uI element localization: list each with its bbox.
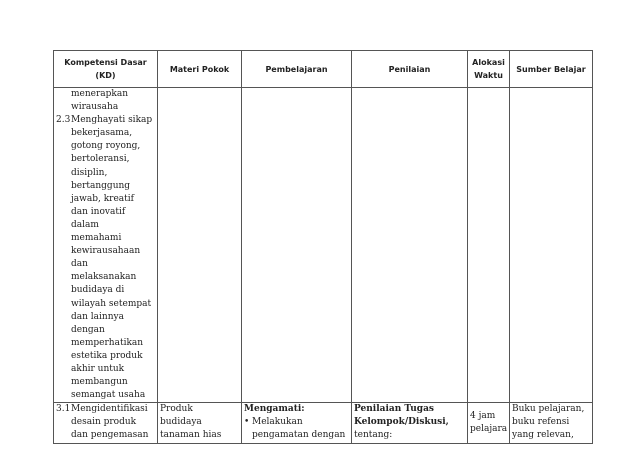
materi-line: budidaya [160, 417, 202, 428]
bullet-text [252, 416, 345, 442]
kd-line: dan inovatif [71, 206, 126, 217]
kd-line: membangun [71, 377, 128, 388]
materi-line: tanaman hias [160, 430, 222, 441]
kd-line: bertanggung [71, 180, 131, 191]
kd-line: disiplin, [71, 167, 108, 178]
kd-line: dalam [71, 219, 99, 230]
header-sumber-belajar: Sumber Belajar [510, 51, 593, 88]
materi-cell [158, 403, 242, 444]
kd-line: semangat usaha [71, 390, 146, 401]
pembelajaran-line: Melakukan [252, 417, 303, 428]
kd-line: kewirausahaan [71, 246, 141, 257]
kd-item-2-3 [56, 114, 155, 402]
kd-item-3-1 [56, 403, 155, 442]
bullet-icon: • [244, 417, 250, 428]
kd-line: dan [71, 259, 88, 270]
kd-line: akhir untuk [71, 363, 125, 374]
kd-line: melaksanakan [71, 272, 137, 283]
kd-line: wilayah setempat [71, 298, 152, 309]
pembelajaran-line: pengamatan dengan [252, 430, 346, 441]
kd-text [69, 403, 155, 442]
kd-line: Mengidentifikasi [71, 404, 148, 415]
sumber-cell-empty [510, 88, 593, 403]
kd-line: estetika produk [71, 350, 143, 361]
kd-cell [54, 403, 158, 444]
sumber-line: Buku pelajaran, [512, 404, 585, 415]
kd-line: dan pengemasan [71, 430, 149, 441]
alokasi-line: 4 jam [470, 411, 496, 422]
kd-line: bertoleransi, [71, 154, 130, 165]
kd-continuation [56, 88, 155, 114]
kd-line: memahami [71, 233, 122, 244]
kd-line: dan lainnya [71, 311, 124, 322]
header-pembelajaran: Pembelajaran [242, 51, 352, 88]
kd-line: gotong royong, [71, 141, 141, 152]
kd-line: dengan [71, 324, 105, 335]
pembelajaran-bullet-item [244, 416, 349, 442]
kd-line: jawab, kreatif [71, 193, 134, 204]
alokasi-cell [468, 403, 510, 444]
kd-line: wirausaha [71, 102, 119, 113]
header-penilaian: Penilaian [352, 51, 468, 88]
header-kd: Kompetensi Dasar (KD) [54, 51, 158, 88]
kd-cell [54, 88, 158, 403]
alokasi-cell-empty [468, 88, 510, 403]
header-alokasi-waktu: Alokasi Waktu [468, 51, 510, 88]
penilaian-cell-empty [352, 88, 468, 403]
syllabus-table [53, 50, 593, 444]
kd-number: 3.1 [56, 404, 71, 415]
kd-line: menerapkan [71, 89, 129, 99]
penilaian-line: tentang: [354, 430, 393, 441]
header-materi-pokok: Materi Pokok [158, 51, 242, 88]
penilaian-cell [352, 403, 468, 444]
kd-number: 2.3 [56, 115, 71, 126]
alokasi-line: pelajara [470, 424, 508, 435]
sumber-line: yang relevan, [512, 430, 574, 441]
table-header-row [54, 51, 593, 88]
materi-cell-empty [158, 88, 242, 403]
kd-text [69, 114, 155, 402]
pembelajaran-cell-empty [242, 88, 352, 403]
sumber-cell [510, 403, 593, 444]
kd-line: Menghayati sikap [71, 115, 153, 126]
pembelajaran-cell [242, 403, 352, 444]
materi-line: Produk [160, 404, 193, 415]
kd-line: desain produk [71, 417, 137, 428]
penilaian-heading-line: Kelompok/Diskusi, [354, 417, 449, 428]
sumber-line: buku refensi [512, 417, 570, 428]
table-row [54, 88, 593, 403]
kd-line: bekerjasama, [71, 128, 133, 139]
kd-line: memperhatikan [71, 337, 144, 348]
penilaian-heading-line: Penilaian Tugas [354, 404, 434, 415]
kd-line: budidaya di [71, 285, 125, 296]
table-row [54, 403, 593, 444]
pembelajaran-heading: Mengamati: [244, 404, 305, 415]
